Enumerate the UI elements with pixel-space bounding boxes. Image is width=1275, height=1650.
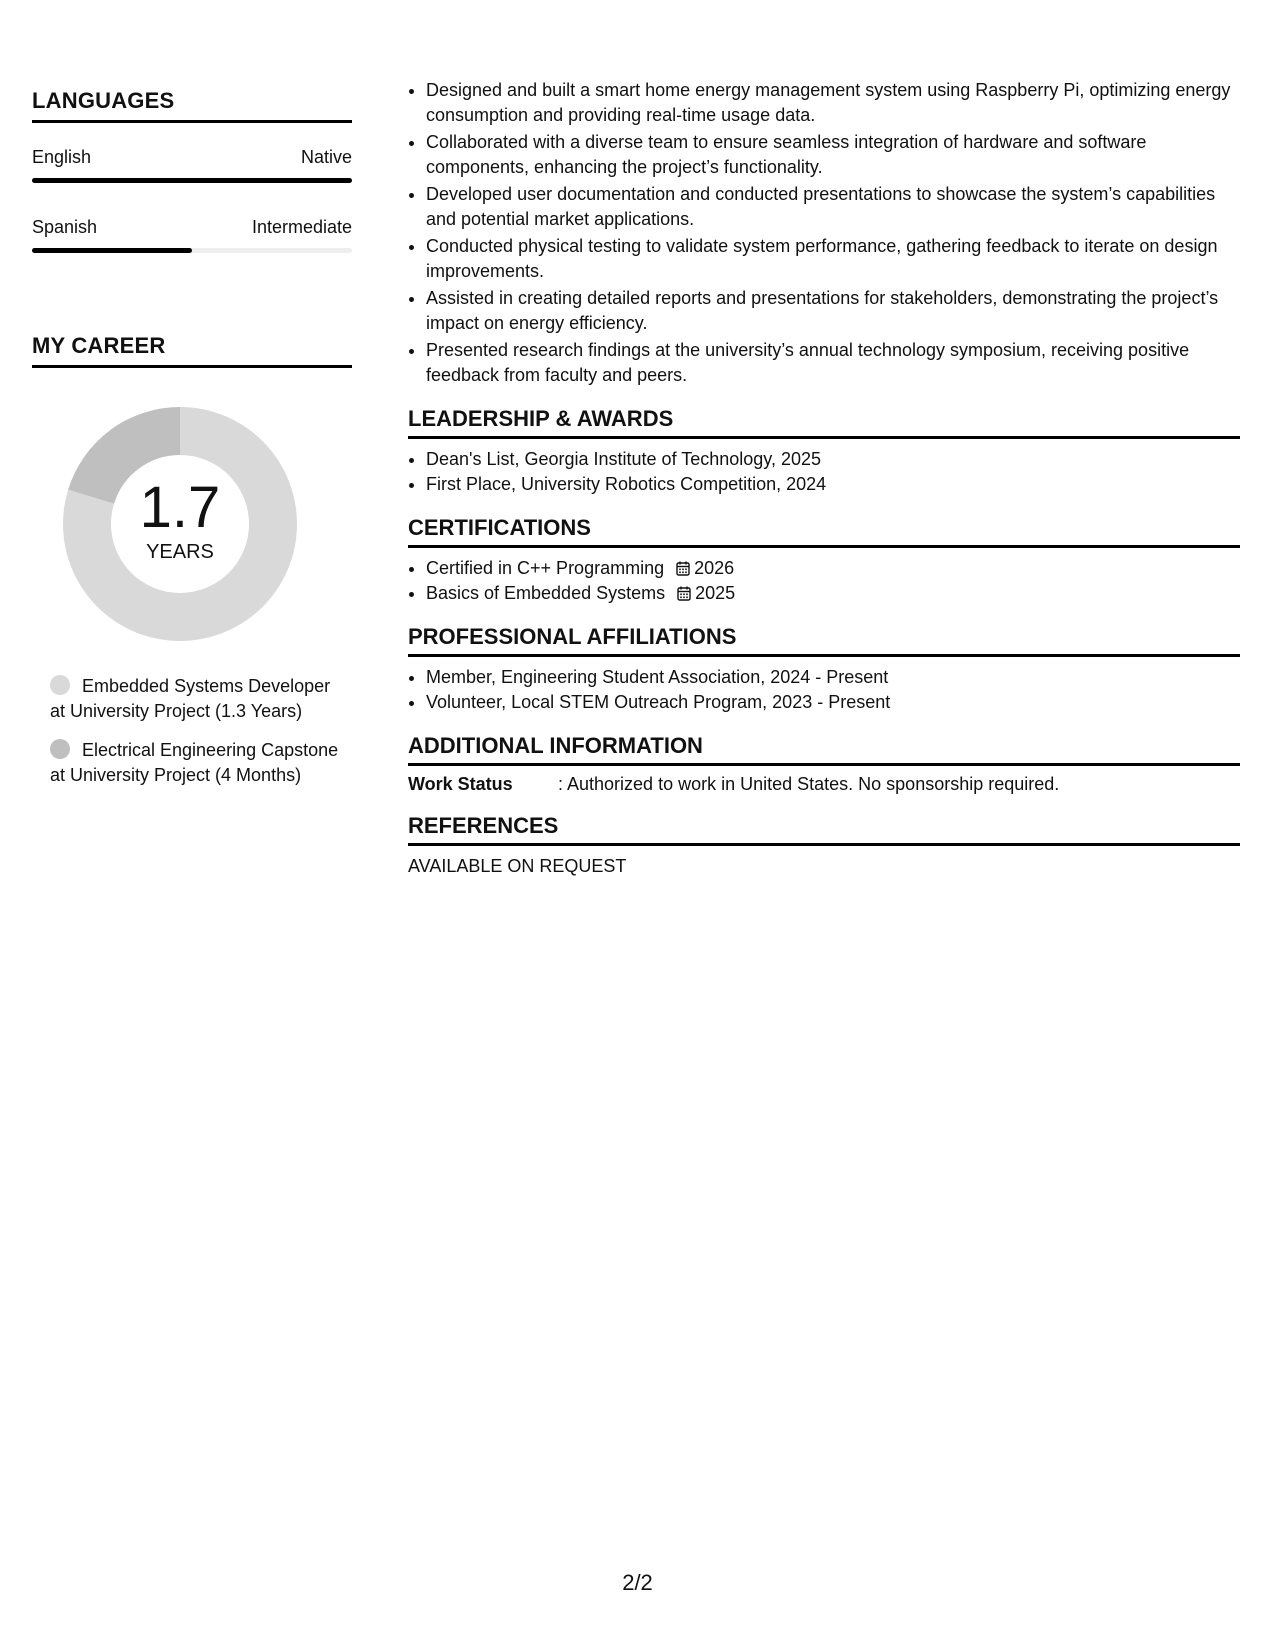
references-title: REFERENCES [408, 813, 1240, 846]
language-item [32, 147, 352, 183]
leadership-item: • First Place, University Robotics Competition, 2024 [426, 472, 1240, 497]
affiliations-title: PROFESSIONAL AFFILIATIONS [408, 624, 1240, 657]
left-column [32, 88, 352, 788]
career-years-unit: YEARS [146, 540, 214, 563]
certifications-title: CERTIFICATIONS [408, 515, 1240, 548]
work-status-label: Work Status [408, 774, 513, 794]
legend-dot [50, 739, 70, 759]
certifications-list [408, 556, 1240, 606]
certification-name: Certified in C++ Programming [426, 558, 665, 578]
career-total-years: 1.7 [139, 474, 221, 540]
languages-title: LANGUAGES [32, 88, 352, 123]
language-proficiency-fill [32, 178, 352, 183]
language-level: Native [300, 147, 352, 167]
references-text: AVAILABLE ON REQUEST [408, 856, 627, 876]
experience-bullet: • Presented research findings at the university’s annual technology symposium, receiving positive feedback from faculty and peers. [426, 338, 1240, 388]
certification-item [426, 556, 1240, 581]
language-level: Intermediate [251, 217, 352, 237]
experience-bullet: • Conducted physical testing to validate system performance, gathering feedback to iterate on design improvements. [426, 234, 1240, 284]
experience-bullet: • Developed user documentation and conducted presentations to showcase the system’s capabilities and potential market applications. [426, 182, 1240, 232]
legend-item [50, 674, 340, 724]
certifications-section [408, 515, 1240, 606]
affiliation-item: • Member, Engineering Student Association, 2024 - Present [426, 665, 1240, 690]
language-name: Spanish [32, 217, 98, 237]
career-title: MY CAREER [32, 333, 352, 368]
legend-item [50, 738, 340, 788]
page-number: 2/2 [622, 1570, 653, 1595]
work-status-value: : Authorized to work in United States. No sponsorship required. [558, 774, 1060, 794]
language-name: English [32, 147, 92, 167]
affiliations-section [408, 624, 1240, 715]
additional-info-section [408, 733, 1240, 795]
language-proficiency-fill [32, 248, 192, 253]
career-legend [50, 674, 340, 788]
career-donut-chart [58, 402, 302, 646]
calendar-icon [676, 561, 690, 576]
legend-label: Embedded Systems Developer at University Project (1.3 Years) [50, 676, 331, 721]
donut-center [58, 402, 302, 646]
additional-info-title: ADDITIONAL INFORMATION [408, 733, 1240, 766]
leadership-title: LEADERSHIP & AWARDS [408, 406, 1240, 439]
leadership-item: • Dean's List, Georgia Institute of Technology, 2025 [426, 447, 1240, 472]
language-proficiency-bar [32, 248, 352, 253]
leadership-section [408, 406, 1240, 497]
certification-year: 2026 [694, 558, 735, 578]
language-item [32, 217, 352, 253]
experience-bullet: • Designed and built a smart home energy management system using Raspberry Pi, optimizing energy consumption and providing real-time usage data. [426, 78, 1240, 128]
legend-label: Electrical Engineering Capstone at University Project (4 Months) [50, 740, 339, 785]
work-status-row [408, 774, 1240, 795]
right-column [408, 78, 1240, 877]
experience-bullet: • Assisted in creating detailed reports and presentations for stakeholders, demonstrating the project’s impact on energy efficiency. [426, 286, 1240, 336]
experience-bullets [408, 78, 1240, 388]
calendar-icon [677, 586, 691, 601]
languages-section [32, 88, 352, 253]
leadership-list [408, 447, 1240, 497]
language-proficiency-bar [32, 178, 352, 183]
certification-name: Basics of Embedded Systems [426, 583, 666, 603]
certification-year: 2025 [695, 583, 736, 603]
references-section [408, 813, 1240, 877]
certification-item [426, 581, 1240, 606]
affiliation-item: • Volunteer, Local STEM Outreach Program, 2023 - Present [426, 690, 1240, 715]
legend-dot [50, 675, 70, 695]
affiliations-list [408, 665, 1240, 715]
experience-bullet: • Collaborated with a diverse team to ensure seamless integration of hardware and software components, enhancing the project’s functionality. [426, 130, 1240, 180]
career-section [32, 333, 352, 788]
